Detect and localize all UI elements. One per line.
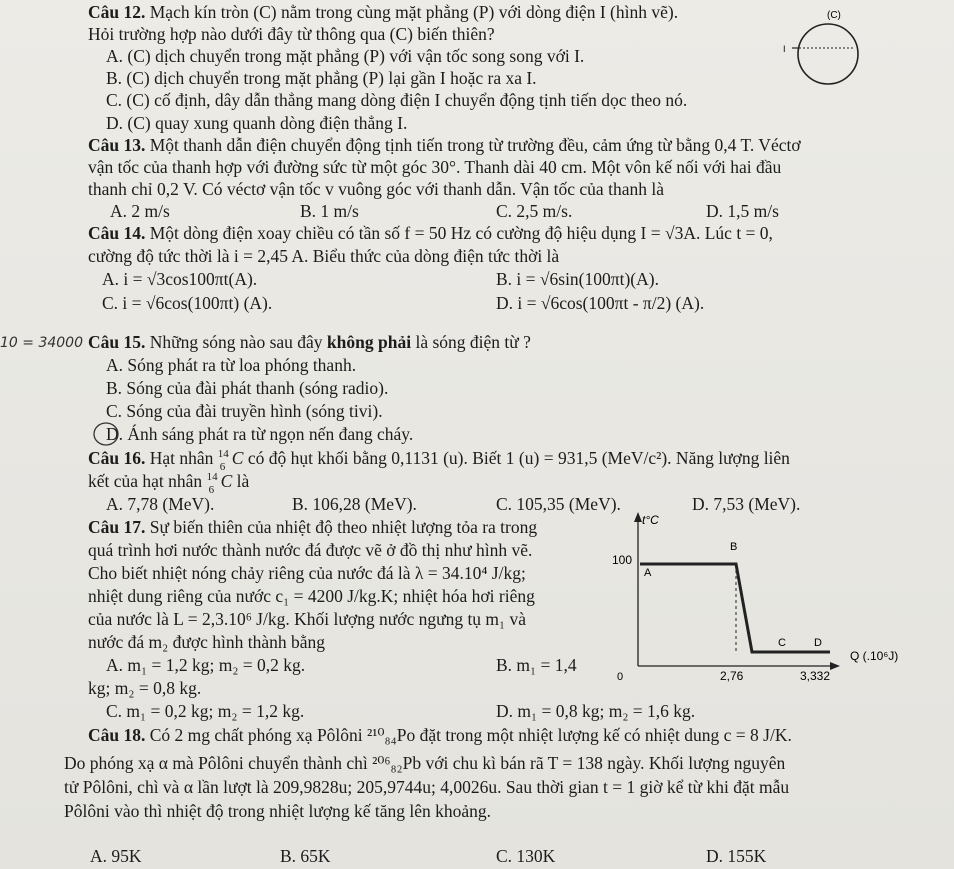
q15-line-1: [88, 331, 531, 353]
q14-line-1: [88, 222, 773, 244]
q12-option-c: C. (C) cố định, dây dẫn thẳng mang dòng điện I chuyển động tịnh tiến dọc theo nó.: [106, 90, 688, 110]
q18-title: Câu 18.: [88, 725, 146, 745]
q18-option-b: B. 65K: [280, 846, 331, 866]
q17-option-a: A. m₁ = 1,2 kg; m₂ = 0,2 kg.: [106, 655, 306, 675]
q13-option-b: B. 1 m/s: [300, 201, 359, 221]
q13-title: Câu 13.: [88, 135, 146, 155]
q16-title: Câu 16.: [88, 448, 146, 468]
q14-text-2: cường độ tức thời là i = 2,45 A. Biểu thức của dòng điện tức thời là: [88, 246, 560, 266]
q17-text-1: Sự biến thiên của nhiệt độ theo nhiệt lượng tỏa ra trong: [149, 517, 538, 537]
q16-option-b: B. 106,28 (MeV).: [292, 494, 417, 514]
q16-option-c: C. 105,35 (MeV).: [496, 494, 621, 514]
q16-line-1: [88, 447, 790, 473]
x-axis-label: Q (.10⁶J): [850, 649, 899, 663]
q16-line-2: [88, 470, 250, 496]
point-c: C: [778, 637, 786, 649]
q18-option-d: D. 155K: [706, 846, 767, 866]
q17-option-b: B. m₁ = 1,4: [496, 655, 577, 675]
q18-text-1: Có 2 mg chất phóng xạ Pôlôni ²¹⁰₈₄Po đặt trong một nhiệt lượng kế có nhiệt dung c = 8 J/K.: [149, 725, 792, 745]
q15-option-c: C. Sóng của đài truyền hình (sóng tivi).: [106, 401, 383, 421]
q15-text-post: là sóng điện từ ?: [411, 332, 531, 352]
x-tick-1: 2,76: [720, 669, 744, 683]
point-a: A: [644, 567, 652, 579]
q14-option-b: B. i = √6sin(100πt)(A).: [496, 269, 659, 289]
q14-option-c: C. i = √6cos(100πt) (A).: [102, 293, 273, 313]
q17-text-5: của nước là L = 2,3.10⁶ J/kg. Khối lượng nước ngưng tụ m₁ và: [88, 609, 527, 629]
q17-option-c: C. m₁ = 0,2 kg; m₂ = 1,2 kg.: [106, 701, 305, 721]
q16-isotope-1: 14 6: [217, 448, 229, 473]
q15-text-bold: không phải: [326, 332, 412, 352]
q17-graph: [600, 506, 950, 688]
q14-option-d: D. i = √6cos(100πt - π/2) (A).: [496, 293, 705, 313]
q18-text-4: Pôlôni vào thì nhiệt độ trong nhiệt lượng kế tăng lên khoảng.: [64, 801, 492, 821]
y-tick-100: 100: [612, 553, 633, 567]
q13-text-1: Một thanh dẫn điện chuyển động tịnh tiến trong từ trường đều, cảm ứng từ bằng 0,4 T. Véctơ: [149, 135, 801, 155]
q15-option-a: A. Sóng phát ra từ loa phóng thanh.: [106, 355, 357, 375]
q16-option-d: D. 7,53 (MeV).: [692, 494, 801, 514]
y-axis-label: t°C: [642, 513, 659, 527]
q13-option-d: D. 1,5 m/s: [706, 201, 779, 221]
q16-isotope-2: 14 6: [206, 471, 218, 496]
q16-text-1-pre: Hạt nhân: [149, 448, 218, 468]
q13-text-2: vận tốc của thanh hợp với đường sức từ một góc 30°. Thanh dài 40 cm. Một vôn kế nối với hai đầu: [88, 157, 782, 177]
q17-text-6: nước đá m₂ được hình thành bằng: [88, 632, 326, 652]
q18-option-a: A. 95K: [90, 846, 142, 866]
q15-title: Câu 15.: [88, 332, 146, 352]
q14-text-1: Một dòng điện xoay chiều có tần số f = 50 Hz có cường độ hiệu dụng I = √3A. Lúc t = 0,: [149, 223, 773, 243]
q15-option-b: B. Sóng của đài phát thanh (sóng radio).: [106, 378, 389, 398]
x-tick-2: 3,332: [800, 669, 831, 683]
q12-text-1: Mạch kín tròn (C) nằm trong cùng mặt phẳng (P) với dòng điện I (hình vẽ).: [149, 2, 679, 22]
q16-symbol-2: C: [220, 471, 233, 491]
handwritten-note: 10 = 34000: [0, 335, 83, 351]
q12-figure: [770, 2, 866, 94]
q13-option-a: A. 2 m/s: [110, 201, 170, 221]
q15-text-pre: Những sóng nào sau đây: [149, 332, 327, 352]
q18-text-2: Do phóng xạ α mà Pôlôni chuyển thành chì ²⁰⁶₈₂Pb với chu kì bán rã T = 138 ngày. Khối lượng nguyên: [64, 753, 786, 773]
q16-text-2-post: là: [232, 471, 250, 491]
q16-symbol-1: C: [231, 448, 244, 468]
figure-label-c: (C): [827, 10, 841, 21]
q17-text-3: Cho biết nhiệt nóng chảy riêng của nước đá là λ = 34.10⁴ J/kg;: [88, 563, 526, 583]
q12-title: Câu 12.: [88, 2, 146, 22]
q17-text-2: quá trình hơi nước thành nước đá được vẽ ở đồ thị như hình vẽ.: [88, 540, 533, 560]
q17-option-b-cont: kg; m₂ = 0,8 kg.: [88, 678, 202, 698]
point-d: D: [814, 637, 822, 649]
q17-line-1: [88, 516, 537, 538]
q12-line-1: [88, 1, 678, 23]
q16-text-2-pre: kết của hạt nhân: [88, 471, 207, 491]
q18-text-3: tử Pôlôni, chì và α lần lượt là 209,9828u; 205,9744u; 4,0026u. Sau thời gian t = 1 giờ kể từ khi đặt mẫu: [64, 777, 790, 797]
q12-option-a: A. (C) dịch chuyển trong mặt phẳng (P) với vận tốc song song với I.: [106, 46, 585, 66]
point-b: B: [730, 541, 738, 553]
q16-option-a: A. 7,78 (MeV).: [106, 494, 215, 514]
q17-text-4: nhiệt dung riêng của nước c₁ = 4200 J/kg.K; nhiệt hóa hơi riêng: [88, 586, 535, 606]
origin-label: 0: [617, 671, 624, 683]
q14-option-a: A. i = √3cos100πt(A).: [102, 269, 258, 289]
q17-title: Câu 17.: [88, 517, 146, 537]
q12-option-b: B. (C) dịch chuyển trong mặt phẳng (P) lại gần I hoặc ra xa I.: [106, 68, 537, 88]
q13-line-1: [88, 134, 801, 156]
q13-text-3: thanh chỉ 0,2 V. Có véctơ vận tốc v vuông góc với thanh dẫn. Vận tốc của thanh là: [88, 179, 664, 199]
q18-line-1: [88, 724, 792, 746]
answer-circle-mark: [92, 421, 122, 447]
heat-curve: [640, 564, 830, 652]
q17-option-d: D. m₁ = 0,8 kg; m₂ = 1,6 kg.: [496, 701, 696, 721]
q16-text-1-post: có độ hụt khối bằng 0,1131 (u). Biết 1 (u) = 931,5 (MeV/c²). Năng lượng liên: [243, 448, 790, 468]
q18-option-c: C. 130K: [496, 846, 556, 866]
figure-label-i: I: [783, 44, 786, 54]
q12-text-2: Hỏi trường hợp nào dưới đây từ thông qua (C) biến thiên?: [88, 24, 495, 44]
q12-option-d: D. (C) quay xung quanh dòng điện thẳng I.: [106, 113, 408, 133]
q15-option-d: D. Ánh sáng phát ra từ ngọn nến đang cháy.: [106, 424, 414, 444]
circuit-loop: [798, 24, 858, 84]
q14-title: Câu 14.: [88, 223, 146, 243]
q13-option-c: C. 2,5 m/s.: [496, 201, 573, 221]
